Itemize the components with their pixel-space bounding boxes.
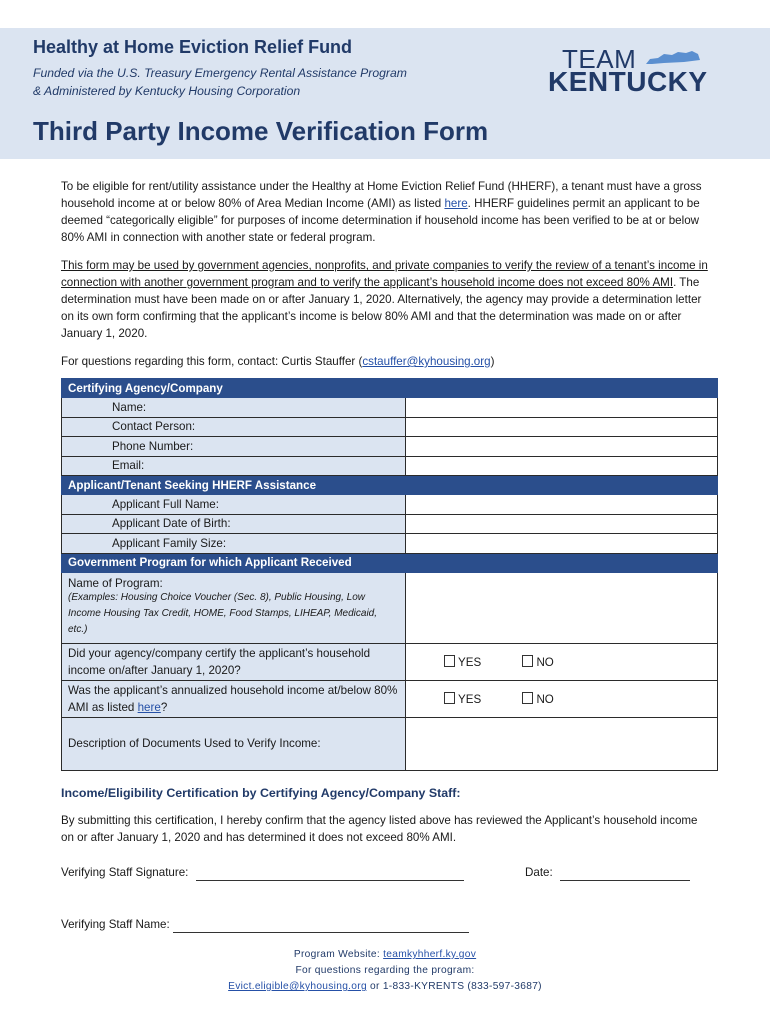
certification-title: Income/Eligibility Certification by Certifying Agency/Company Staff: — [61, 786, 461, 800]
form-title: Third Party Income Verification Form — [33, 116, 489, 146]
table-row — [62, 495, 718, 514]
ami-no-checkbox[interactable] — [522, 692, 553, 706]
program-name-label — [62, 572, 406, 643]
ami-question-text: Was the applicant’s annualized household income at/below 80% AMI as listed — [68, 683, 398, 714]
staff-name-row — [61, 916, 711, 933]
contact-person-field[interactable] — [406, 417, 718, 436]
footer-phone: or 1-833-KYRENTS (833-597-3687) — [366, 981, 542, 992]
checkbox-icon — [522, 655, 533, 667]
documents-field[interactable] — [406, 717, 718, 770]
table-row — [62, 437, 718, 456]
certify-yes-checkbox[interactable] — [444, 655, 481, 669]
table-row — [62, 417, 718, 436]
usage-underlined-text: This form may be used by government agencies, nonprofits, and private companies to verify the review of a tenant’s income in connection with another government program and to verify the applicant’s household income does not exceed 80% AMI — [61, 259, 708, 289]
applicant-name-field[interactable] — [406, 495, 718, 514]
family-size-field[interactable] — [406, 534, 718, 553]
checkbox-icon — [522, 692, 533, 704]
header-banner — [0, 28, 770, 159]
usage-text: . The determination must have been made on or after January 1, 2020. Alternatively, the agency may provide a determination letter on its own form confirming that the applicant’s income is below 80% AMI and that the determination was made on or after January 1, 2020. — [61, 276, 702, 340]
fund-name: Healthy at Home Eviction Relief Fund — [33, 37, 353, 57]
certification-text: By submitting this certification, I hereby confirm that the agency listed above has reviewed the Applicant’s household income on or after January 1, 2020 and has determined it does not exceed 80% AMI. — [61, 814, 698, 844]
eligibility-paragraph — [61, 178, 711, 246]
section-title-program: Government Program for which Applicant Received — [62, 553, 406, 572]
table-row — [62, 398, 718, 417]
funded-line: Funded via the U.S. Treasury Emergency Rental Assistance Program — [33, 66, 407, 80]
email-label: Email: — [62, 456, 406, 475]
signature-label: Verifying Staff Signature: — [61, 866, 189, 879]
usage-paragraph — [61, 257, 711, 342]
ami-yes-checkbox[interactable] — [444, 692, 481, 706]
yes-label: YES — [458, 692, 482, 706]
applicant-dob-label: Applicant Date of Birth: — [62, 514, 406, 533]
team-kentucky-logo — [548, 44, 708, 98]
signature-field[interactable] — [196, 867, 464, 881]
certify-answer — [406, 643, 718, 680]
certify-question: Did your agency/company certify the applicant’s household income on/after January 1, 2020? — [62, 643, 406, 680]
family-size-label: Applicant Family Size: — [62, 534, 406, 553]
table-row — [62, 572, 718, 643]
administered-line: & Administered by Kentucky Housing Corporation — [33, 84, 301, 98]
logo-team-text: TEAM — [562, 44, 637, 74]
signature-row — [61, 864, 711, 881]
applicant-name-label: Applicant Full Name: — [62, 495, 406, 514]
intro-text-cont: . HHERF guidelines permit an applicant to be deemed “categorically eligible” for purposes of income determination if household income has been verified to be at or below 80% AMI in connection with another state or federal program. — [61, 197, 700, 244]
table-row — [62, 456, 718, 475]
agency-name-field[interactable] — [406, 398, 718, 417]
ami-question-end: ? — [160, 700, 168, 714]
contact-person-label: Contact Person: — [62, 417, 406, 436]
intro-text: To be eligible for rent/utility assistance under the Healthy at Home Eviction Relief Fund (HHERF), a tenant must have a gross household income at or below 80% of Area Median Income (AMI) as listed — [61, 180, 702, 210]
section-title-applicant: Applicant/Tenant Seeking HHERF Assistance — [62, 475, 406, 494]
staff-name-field[interactable] — [173, 919, 469, 933]
table-row — [62, 534, 718, 553]
email-field[interactable] — [406, 456, 718, 475]
applicant-dob-field[interactable] — [406, 514, 718, 533]
ami-answer — [406, 680, 718, 717]
section-header-applicant — [62, 475, 718, 494]
no-label: NO — [536, 655, 554, 669]
no-label: NO — [536, 692, 554, 706]
table-row — [62, 643, 718, 680]
section-title-agency: Certifying Agency/Company — [62, 379, 406, 398]
contact-line — [61, 353, 711, 370]
date-group — [525, 864, 690, 881]
footer-contact — [0, 981, 770, 992]
section-header-program — [62, 553, 718, 572]
contact-email-link[interactable]: cstauffer@kyhousing.org — [362, 355, 491, 368]
program-examples: (Examples: Housing Choice Voucher (Sec. 8), Public Housing, Low Income Housing Tax Credit, HOME, Food Stamps, LIHEAP, Medicaid, etc.) — [68, 592, 378, 636]
website-link[interactable]: teamkyhherf.ky.gov — [383, 949, 477, 960]
footer-questions: For questions regarding the program: — [295, 965, 475, 976]
logo-kentucky-text: KENTUCKY — [548, 66, 708, 97]
ami-question-link[interactable]: here — [137, 700, 161, 714]
phone-label: Phone Number: — [62, 437, 406, 456]
agency-name-label: Name: — [62, 398, 406, 417]
date-field[interactable] — [560, 867, 690, 881]
date-label: Date: — [525, 866, 553, 879]
yes-label: YES — [458, 655, 482, 669]
certify-no-checkbox[interactable] — [522, 655, 553, 669]
ami-link[interactable]: here — [444, 197, 468, 210]
section-header-agency — [62, 379, 718, 398]
ami-question — [62, 680, 406, 717]
program-name-field[interactable] — [406, 572, 718, 643]
contact-prefix: For questions regarding this form, contact: Curtis Stauffer ( — [61, 355, 363, 368]
checkbox-icon — [444, 692, 455, 704]
table-row — [62, 514, 718, 533]
program-name-text: Name of Program: — [68, 577, 163, 591]
footer-email-link[interactable]: Evict.eligible@kyhousing.org — [228, 981, 367, 992]
kentucky-state-icon — [644, 50, 702, 66]
footer-website — [0, 949, 770, 960]
verification-table — [61, 378, 718, 771]
table-row — [62, 680, 718, 717]
table-row — [62, 717, 718, 770]
documents-label: Description of Documents Used to Verify Income: — [62, 717, 406, 770]
checkbox-icon — [444, 655, 455, 667]
staff-name-label: Verifying Staff Name: — [61, 918, 170, 931]
website-label: Program Website: — [293, 949, 384, 960]
contact-suffix: ) — [490, 355, 495, 368]
phone-field[interactable] — [406, 437, 718, 456]
